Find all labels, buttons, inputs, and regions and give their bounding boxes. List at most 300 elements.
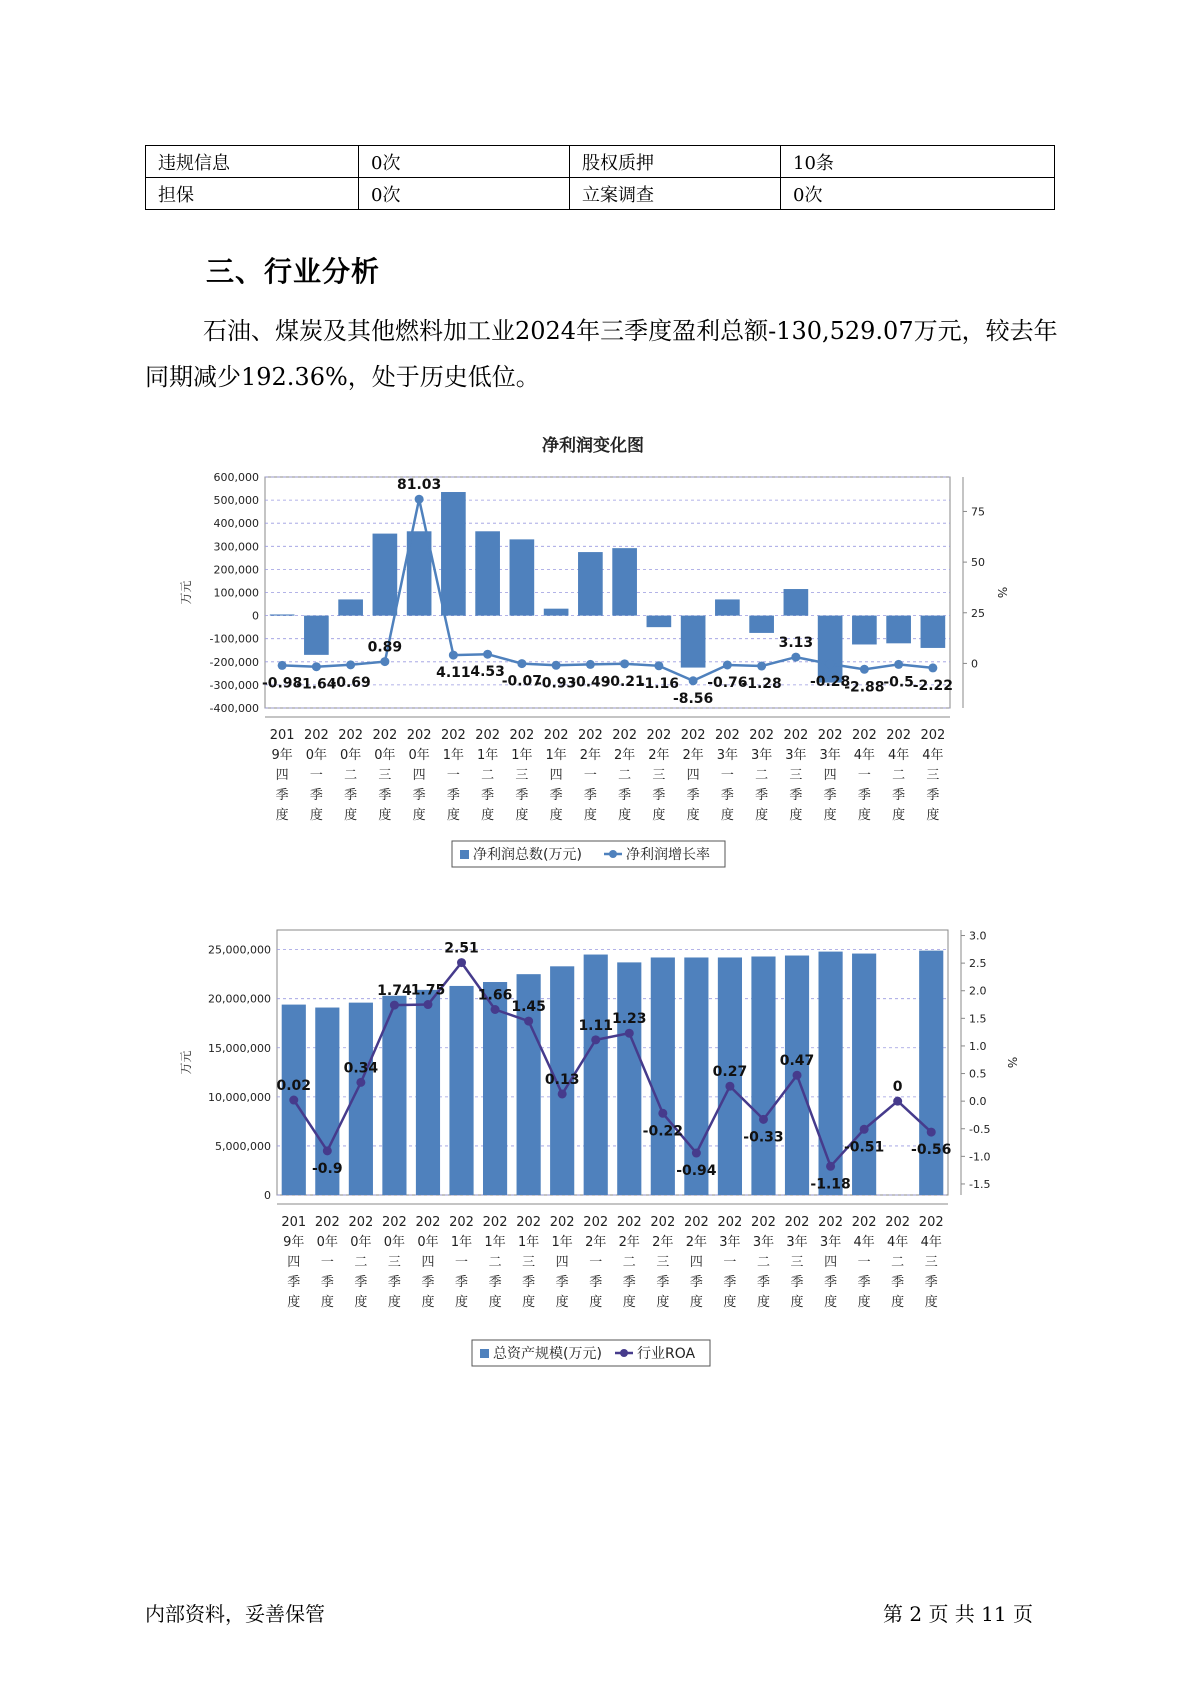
chart-bar — [578, 552, 603, 616]
x-tick-label: 202 — [646, 728, 672, 743]
chart-bar — [784, 589, 809, 616]
x-tick-label: 2年 — [652, 1235, 674, 1250]
x-tick-label: 202 — [751, 1215, 776, 1230]
x-tick-label: 一 — [320, 1255, 334, 1270]
x-tick-label: 季 — [481, 788, 495, 803]
info-table — [145, 145, 1055, 210]
table-cell: 担保 — [146, 178, 359, 210]
chart-bar — [373, 534, 398, 616]
data-point — [689, 676, 698, 685]
x-tick-label: 202 — [683, 1215, 709, 1230]
y2-tick-label: 25 — [971, 606, 985, 620]
y-tick-label: 500,000 — [213, 494, 259, 508]
data-label: -0.94 — [676, 1163, 717, 1180]
x-tick-label: 四 — [549, 768, 563, 783]
legend-label: 行业ROA — [637, 1346, 696, 1362]
x-tick-label: 一 — [589, 1255, 603, 1270]
x-tick-label: 202 — [372, 728, 398, 743]
data-label: -2.88 — [844, 679, 885, 696]
chart-bar — [715, 599, 740, 615]
x-tick-label: 202 — [616, 1215, 642, 1230]
y-tick-label: 5,000,000 — [215, 1139, 271, 1153]
x-tick-label: 度 — [789, 808, 803, 823]
x-tick-label: 202 — [415, 1215, 441, 1230]
data-label: 0.34 — [343, 1060, 379, 1077]
chart-bar — [921, 616, 946, 648]
x-tick-label: 202 — [886, 728, 912, 743]
x-tick-label: 1年 — [484, 1235, 506, 1250]
chart-bar — [751, 957, 775, 1196]
x-tick-label: 度 — [412, 808, 426, 823]
data-label: -0.49 — [570, 674, 611, 691]
x-tick-label: 度 — [857, 1295, 871, 1310]
x-tick-label: 202 — [680, 728, 706, 743]
x-tick-label: 季 — [723, 1275, 737, 1290]
chart-bar — [886, 616, 911, 644]
x-tick-label: 季 — [857, 1275, 871, 1290]
x-tick-label: 一 — [723, 1255, 737, 1270]
chart-bar — [647, 616, 672, 628]
data-point — [312, 662, 321, 671]
x-tick-label: 季 — [387, 1275, 401, 1290]
chart-bar — [818, 616, 843, 683]
y-tick-label: 25,000,000 — [208, 943, 271, 957]
y2-tick-label: 0.5 — [969, 1067, 987, 1081]
x-tick-label: 一 — [857, 768, 871, 783]
data-point — [346, 660, 355, 669]
data-point — [323, 1146, 332, 1155]
y2-tick-label: -1.0 — [969, 1150, 991, 1164]
x-tick-label: 1年 — [551, 1235, 573, 1250]
x-tick-label: 4年 — [853, 748, 876, 763]
x-tick-label: 202 — [348, 1215, 374, 1230]
total-assets-chart — [180, 925, 1030, 1380]
x-tick-label: 季 — [756, 1275, 770, 1290]
footer-note: 内部资料，妥善保管 — [145, 1602, 325, 1626]
y-tick-label: 600,000 — [213, 471, 259, 484]
data-label: -1.16 — [638, 675, 680, 692]
data-label: -0.56 — [911, 1142, 952, 1159]
y-axis-label: 万元 — [179, 580, 193, 605]
data-point — [423, 1000, 432, 1009]
y-tick-label: 15,000,000 — [208, 1041, 271, 1055]
y-tick-label: 10,000,000 — [208, 1090, 271, 1104]
x-tick-label: 二 — [344, 768, 358, 783]
data-label: -0.51 — [843, 1139, 885, 1156]
x-tick-label: 202 — [885, 1215, 911, 1230]
data-label: -1.18 — [810, 1176, 851, 1193]
x-tick-label: 度 — [446, 808, 460, 823]
x-tick-label: 202 — [475, 728, 501, 743]
x-tick-label: 度 — [421, 1295, 435, 1310]
data-point — [558, 1089, 567, 1098]
x-tick-label: 3年 — [785, 748, 807, 763]
y-tick-label: 0 — [264, 1189, 271, 1202]
y2-axis-label: % — [995, 586, 1009, 599]
y2-tick-label: 3.0 — [969, 929, 987, 943]
chart-bar — [304, 616, 329, 655]
data-label: 1.75 — [410, 982, 446, 999]
chart-bar — [584, 955, 608, 1195]
x-tick-label: 0年 — [316, 1235, 338, 1250]
data-point — [658, 1109, 667, 1118]
x-tick-label: 二 — [755, 768, 769, 783]
x-tick-label: 0年 — [408, 748, 430, 763]
x-tick-label: 201 — [269, 728, 295, 743]
x-tick-label: 一 — [857, 1255, 871, 1270]
legend-label: 净利润总数(万元) — [473, 847, 582, 863]
x-tick-label: 一 — [455, 1255, 469, 1270]
data-label: 1.45 — [511, 999, 546, 1016]
data-point — [826, 1162, 835, 1171]
x-tick-label: 3年 — [819, 1235, 842, 1250]
x-tick-label: 季 — [892, 788, 906, 803]
x-tick-label: 度 — [891, 1295, 905, 1310]
x-tick-label: 二 — [756, 1255, 770, 1270]
section-title: 三、行业分析 — [206, 255, 381, 288]
legend-swatch-dot — [620, 1349, 628, 1357]
x-tick-label: 2年 — [579, 748, 602, 763]
x-tick-label: 四 — [689, 1255, 703, 1270]
data-point — [927, 1128, 936, 1137]
data-label: 1.74 — [377, 983, 412, 1000]
table-cell: 立案调查 — [570, 178, 781, 210]
data-point — [457, 958, 466, 967]
x-tick-label: 季 — [926, 788, 940, 803]
x-tick-label: 202 — [303, 728, 329, 743]
x-tick-label: 季 — [686, 788, 700, 803]
x-tick-label: 202 — [650, 1215, 676, 1230]
data-point — [860, 665, 869, 674]
x-tick-label: 3年 — [750, 748, 773, 763]
x-tick-label: 3年 — [716, 748, 739, 763]
x-tick-label: 四 — [824, 1255, 838, 1270]
x-tick-label: 四 — [686, 768, 700, 783]
legend-label: 总资产规模(万元) — [493, 1346, 602, 1362]
x-tick-label: 四 — [555, 1255, 569, 1270]
x-tick-label: 二 — [891, 1255, 905, 1270]
x-tick-label: 季 — [891, 1275, 905, 1290]
x-tick-label: 202 — [509, 728, 535, 743]
y2-tick-label: 2.5 — [969, 957, 987, 971]
x-tick-label: 季 — [583, 788, 597, 803]
x-tick-label: 2年 — [682, 748, 704, 763]
x-tick-label: 度 — [686, 808, 700, 823]
x-tick-label: 0年 — [374, 748, 396, 763]
x-tick-label: 季 — [378, 788, 392, 803]
x-tick-label: 一 — [309, 768, 323, 783]
x-tick-label: 202 — [382, 1215, 407, 1230]
table-cell: 违规信息 — [146, 146, 359, 178]
chart-bar — [338, 599, 363, 615]
x-tick-label: 季 — [622, 1275, 636, 1290]
chart-bar — [416, 990, 440, 1195]
table-row — [146, 178, 1055, 210]
data-point — [692, 1149, 701, 1158]
y2-tick-label: 1.5 — [969, 1012, 987, 1026]
x-tick-label: 季 — [618, 788, 632, 803]
table-cell: 0次 — [781, 178, 1055, 210]
x-tick-label: 度 — [320, 1295, 334, 1310]
chart-bar — [475, 531, 500, 615]
chart-bar — [544, 609, 569, 616]
y-tick-label: -100,000 — [209, 632, 259, 646]
x-tick-label: 202 — [482, 1215, 508, 1230]
x-tick-label: 三 — [515, 768, 529, 783]
x-tick-label: 1年 — [450, 1235, 473, 1250]
x-tick-label: 1年 — [545, 748, 567, 763]
x-tick-label: 4年 — [853, 1235, 875, 1250]
data-label: 0.89 — [367, 639, 403, 656]
y-tick-label: -400,000 — [209, 702, 259, 715]
data-label: 0.27 — [712, 1064, 748, 1081]
x-tick-label: 一 — [583, 768, 597, 783]
y-axis-label: 万元 — [179, 1050, 193, 1075]
table-cell: 0次 — [359, 146, 570, 178]
x-tick-label: 二 — [618, 768, 632, 783]
page-number: 第 2 页 共 11 页 — [883, 1602, 1033, 1626]
x-tick-label: 度 — [309, 808, 323, 823]
x-tick-label: 9年 — [283, 1235, 305, 1250]
data-label: -1.64 — [296, 676, 337, 693]
data-label: 81.03 — [396, 477, 442, 494]
data-label: -1.28 — [741, 676, 782, 693]
data-point — [415, 495, 424, 504]
data-point — [928, 663, 937, 672]
y2-tick-label: -0.5 — [969, 1122, 991, 1136]
x-tick-label: 季 — [309, 788, 323, 803]
y-tick-label: 100,000 — [213, 586, 259, 600]
data-point — [380, 657, 389, 666]
x-tick-label: 202 — [440, 728, 466, 743]
x-tick-label: 0年 — [383, 1235, 406, 1250]
x-tick-label: 四 — [287, 1255, 301, 1270]
x-tick-label: 二 — [354, 1255, 368, 1270]
data-label: 4.53 — [470, 664, 505, 681]
x-tick-label: 季 — [515, 788, 529, 803]
table-cell: 10条 — [781, 146, 1055, 178]
x-tick-label: 202 — [577, 728, 603, 743]
x-tick-label: 三 — [387, 1255, 401, 1270]
x-tick-label: 202 — [314, 1215, 340, 1230]
data-point — [289, 1096, 298, 1105]
data-point — [620, 659, 629, 668]
y-tick-label: 300,000 — [213, 540, 259, 554]
y2-tick-label: 2.0 — [969, 984, 987, 998]
x-tick-label: 202 — [543, 728, 569, 743]
data-point — [723, 660, 732, 669]
data-label: -0.9 — [312, 1160, 343, 1177]
data-point — [491, 1005, 500, 1014]
table-cell: 股权质押 — [570, 146, 781, 178]
x-tick-label: 1年 — [517, 1235, 540, 1250]
legend-label: 净利润增长率 — [626, 847, 710, 863]
data-point — [278, 661, 287, 670]
x-tick-label: 季 — [275, 788, 289, 803]
x-tick-label: 度 — [549, 808, 563, 823]
y-tick-label: 0 — [252, 609, 259, 623]
x-tick-label: 三 — [926, 768, 940, 783]
y-tick-label: -300,000 — [209, 678, 259, 692]
x-tick-label: 202 — [612, 728, 638, 743]
chart-bar — [651, 957, 675, 1195]
x-tick-label: 一 — [446, 768, 460, 783]
data-label: 1.66 — [477, 987, 513, 1004]
x-tick-label: 度 — [892, 808, 906, 823]
x-tick-label: 3年 — [752, 1235, 775, 1250]
x-tick-label: 202 — [549, 1215, 575, 1230]
x-tick-label: 度 — [287, 1295, 301, 1310]
x-tick-label: 季 — [824, 1275, 838, 1290]
x-tick-label: 季 — [522, 1275, 536, 1290]
x-tick-label: 四 — [275, 768, 289, 783]
data-point — [757, 662, 766, 671]
x-tick-label: 度 — [344, 808, 358, 823]
x-tick-label: 度 — [555, 1295, 569, 1310]
x-tick-label: 季 — [857, 788, 871, 803]
x-tick-label: 202 — [918, 1215, 944, 1230]
y-tick-label: 400,000 — [213, 517, 259, 531]
x-tick-label: 三 — [652, 768, 666, 783]
paragraph-text: 石油、煤炭及其他燃料加工业2024年三季度盈利总额-130,529.07万元，较去年同期减少192.36%，处于历史低位。 — [145, 317, 1058, 391]
x-tick-label: 季 — [789, 788, 803, 803]
x-tick-label: 度 — [755, 808, 769, 823]
x-tick-label: 2年 — [685, 1235, 708, 1250]
x-tick-label: 202 — [583, 1215, 609, 1230]
data-point — [591, 1035, 600, 1044]
x-tick-label: 度 — [481, 808, 495, 823]
chart-bar — [852, 954, 876, 1195]
x-tick-label: 4年 — [887, 1235, 909, 1250]
x-tick-label: 度 — [824, 1295, 838, 1310]
x-tick-label: 季 — [421, 1275, 435, 1290]
x-tick-label: 202 — [784, 1215, 810, 1230]
x-tick-label: 度 — [488, 1295, 502, 1310]
x-tick-label: 季 — [823, 788, 837, 803]
y2-tick-label: 75 — [971, 505, 985, 519]
x-tick-label: 四 — [421, 1255, 435, 1270]
data-label: -0.33 — [743, 1129, 784, 1146]
data-point — [517, 659, 526, 668]
x-tick-label: 度 — [720, 808, 734, 823]
x-tick-label: 季 — [720, 788, 734, 803]
data-label: -0.93 — [535, 675, 577, 692]
chart-bar — [441, 492, 466, 616]
data-point — [390, 1001, 399, 1010]
x-tick-label: 202 — [749, 728, 775, 743]
data-label: 3.13 — [778, 635, 814, 652]
x-tick-label: 季 — [354, 1275, 368, 1290]
x-tick-label: 202 — [851, 728, 877, 743]
x-tick-label: 三 — [924, 1255, 938, 1270]
x-tick-label: 202 — [818, 1215, 843, 1230]
x-tick-label: 度 — [515, 808, 529, 823]
data-label: -0.5 — [883, 674, 914, 691]
x-tick-label: 4年 — [920, 1235, 942, 1250]
x-tick-label: 度 — [652, 808, 666, 823]
chart-bar — [749, 616, 774, 633]
x-tick-label: 2年 — [585, 1235, 607, 1250]
x-tick-label: 四 — [412, 768, 426, 783]
x-tick-label: 三 — [789, 768, 803, 783]
chart-bar — [617, 962, 641, 1195]
legend-swatch-bar — [460, 850, 469, 859]
x-tick-label: 二 — [481, 768, 495, 783]
x-tick-label: 202 — [783, 728, 809, 743]
data-label: -8.56 — [672, 690, 714, 707]
x-tick-label: 2年 — [618, 1235, 640, 1250]
data-label: 0.13 — [544, 1071, 580, 1088]
data-label: 0.02 — [276, 1078, 312, 1095]
data-label: 0.47 — [779, 1053, 815, 1070]
data-label: 1.23 — [612, 1011, 647, 1028]
data-point — [654, 661, 663, 670]
table-row — [146, 146, 1055, 178]
y-tick-label: 20,000,000 — [208, 992, 271, 1006]
data-point — [483, 650, 492, 659]
data-point — [791, 653, 800, 662]
x-tick-label: 度 — [522, 1295, 536, 1310]
y2-axis-label: % — [1005, 1056, 1019, 1069]
data-point — [449, 651, 458, 660]
legend-swatch-bar — [480, 1349, 489, 1358]
x-tick-label: 201 — [281, 1215, 307, 1230]
data-label: 4.11 — [436, 665, 471, 682]
x-tick-label: 季 — [549, 788, 563, 803]
x-tick-label: 1年 — [476, 748, 499, 763]
data-point — [759, 1115, 768, 1124]
data-label: -0.21 — [604, 673, 645, 690]
y2-tick-label: 0 — [971, 657, 978, 671]
data-label: -0.28 — [809, 673, 851, 690]
x-tick-label: 度 — [756, 1295, 770, 1310]
x-tick-label: 一 — [720, 768, 734, 783]
x-tick-label: 季 — [924, 1275, 938, 1290]
chart-bar — [919, 951, 943, 1195]
x-tick-label: 3年 — [819, 748, 841, 763]
x-tick-label: 度 — [378, 808, 392, 823]
x-tick-label: 202 — [338, 728, 364, 743]
x-tick-label: 度 — [387, 1295, 401, 1310]
chart-bar — [270, 614, 295, 615]
x-tick-label: 二 — [622, 1255, 636, 1270]
y-tick-label: -200,000 — [209, 655, 259, 669]
x-tick-label: 季 — [589, 1275, 603, 1290]
table-cell: 0次 — [359, 178, 570, 210]
data-point — [356, 1078, 365, 1087]
chart-bar — [510, 539, 535, 615]
x-tick-label: 度 — [723, 1295, 737, 1310]
chart-bar — [612, 548, 637, 615]
x-tick-label: 四 — [823, 768, 837, 783]
x-tick-label: 季 — [412, 788, 426, 803]
x-tick-label: 1年 — [442, 748, 465, 763]
data-label: -2.22 — [912, 677, 954, 694]
data-label: -0.69 — [330, 674, 371, 691]
x-tick-label: 度 — [455, 1295, 469, 1310]
x-tick-label: 季 — [488, 1275, 502, 1290]
x-tick-label: 季 — [790, 1275, 804, 1290]
y2-tick-label: 0.0 — [969, 1095, 987, 1109]
x-tick-label: 3年 — [719, 1235, 741, 1250]
x-tick-label: 季 — [287, 1275, 301, 1290]
x-tick-label: 季 — [656, 1275, 670, 1290]
legend — [452, 841, 725, 867]
x-tick-label: 度 — [583, 808, 597, 823]
y2-tick-label: 50 — [971, 556, 985, 570]
data-label: -0.76 — [707, 674, 748, 691]
chart-bar — [852, 616, 877, 645]
